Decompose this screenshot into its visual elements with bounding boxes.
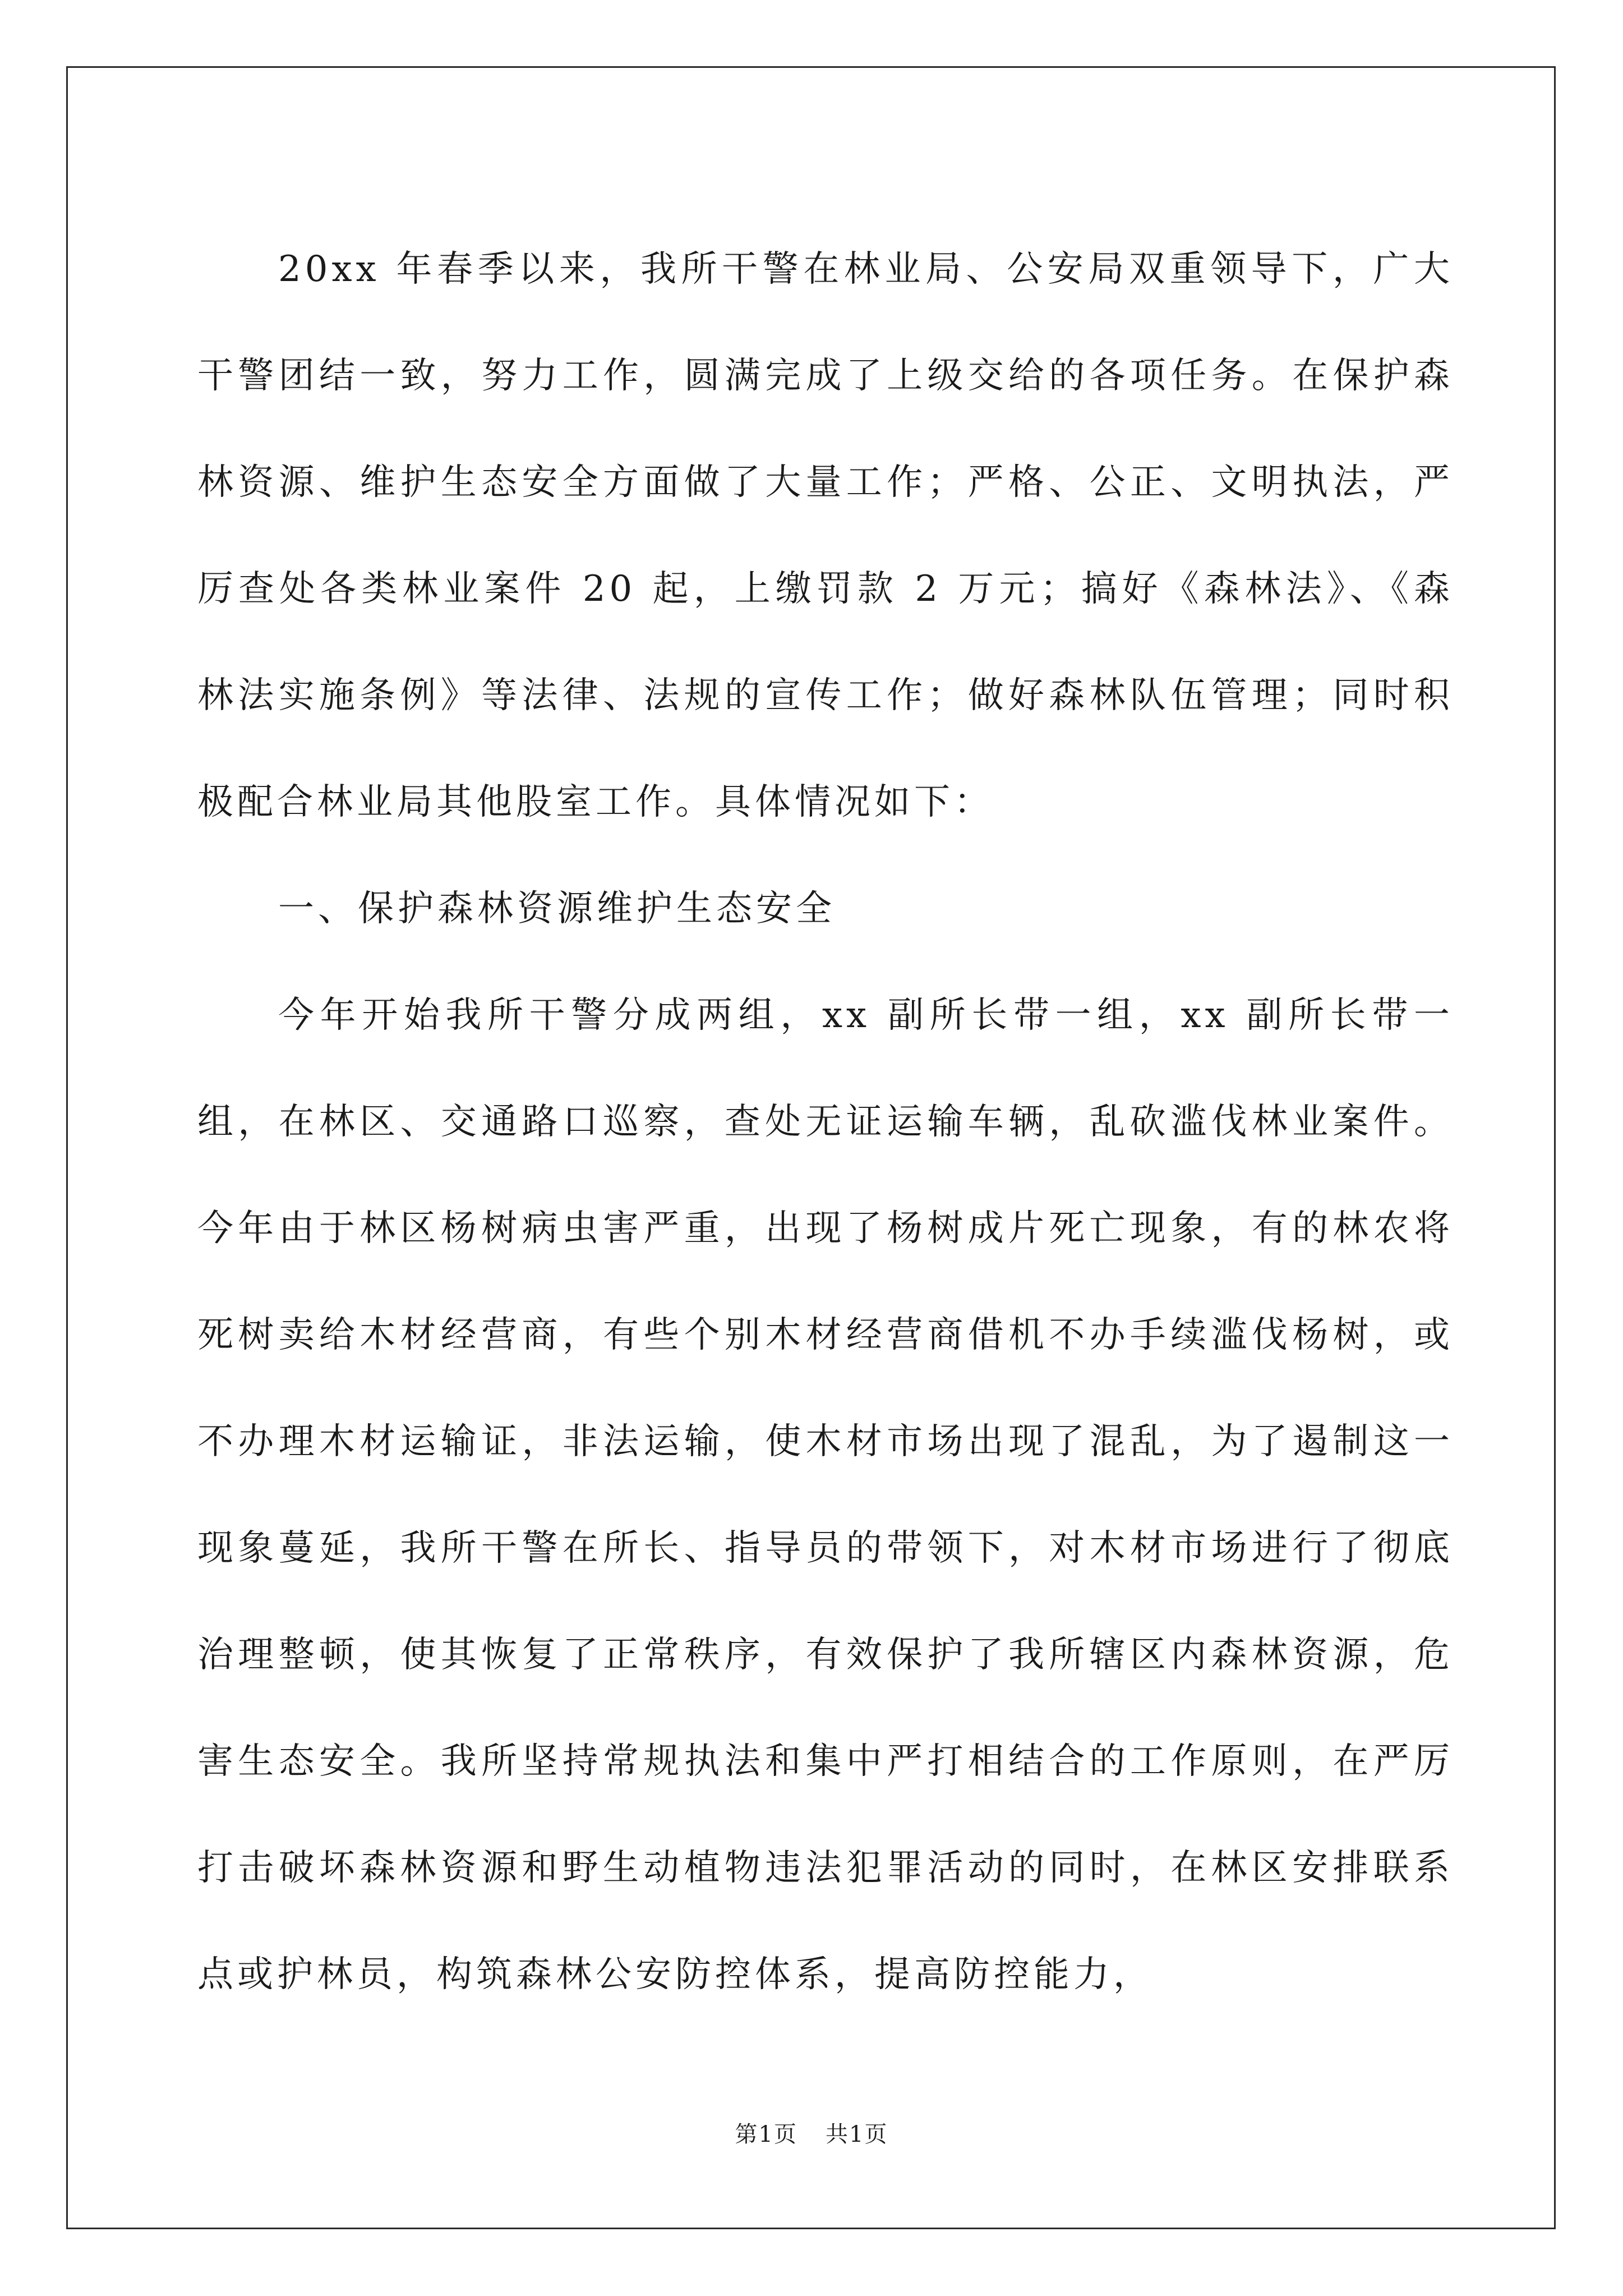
page-total: 共1页 (826, 2122, 888, 2147)
section-paragraph: 今年开始我所干警分成两组，xx 副所长带一组，xx 副所长带一组，在林区、交通路口巡察，查处无证运输车辆，乱砍滥伐林业案件。今年由于林区杨树病虫害严重，出现了杨树成片死亡现象，有的林农将死树卖给木材经营商，有些个别木材经营商借机不办手续滥伐杨树，或不办理木材运输证，非法运输，使木材市场出现了混乱，为了遏制这一现象蔓延，我所干警在所长、指导员的带领下，对木材市场进行了彻底治理整顿，使其恢复了正常秩序，有效保护了我所辖区内森林资源，危害生态安全。我所坚持常规执法和集中严打相结合的工作原则，在严厉打击破坏森林资源和野生动植物违法犯罪活动的同时，在林区安排联系点或护林员，构筑森林公安防控体系，提高防控能力， (197, 995, 1454, 1995)
page-number: 第1页 (735, 2122, 797, 2147)
intro-paragraph: 20xx 年春季以来，我所干警在林业局、公安局双重领导下，广大干警团结一致，努力工作，圆满完成了上级交给的各项任务。在保护森林资源、维护生态安全方面做了大量工作；严格、公正、文明执法，严厉查处各类林业案件 20 起，上缴罚款 2 万元；搞好《森林法》、《森林法实施条例》等法律、法规的宣传工作；做好森林队伍管理；同时积极配合林业局其他股室工作。具体情况如下： (197, 249, 1454, 823)
section-heading: 一、保护森林资源维护生态安全 (278, 888, 836, 930)
document-body (197, 216, 1454, 2028)
page-footer (0, 2118, 1623, 2151)
